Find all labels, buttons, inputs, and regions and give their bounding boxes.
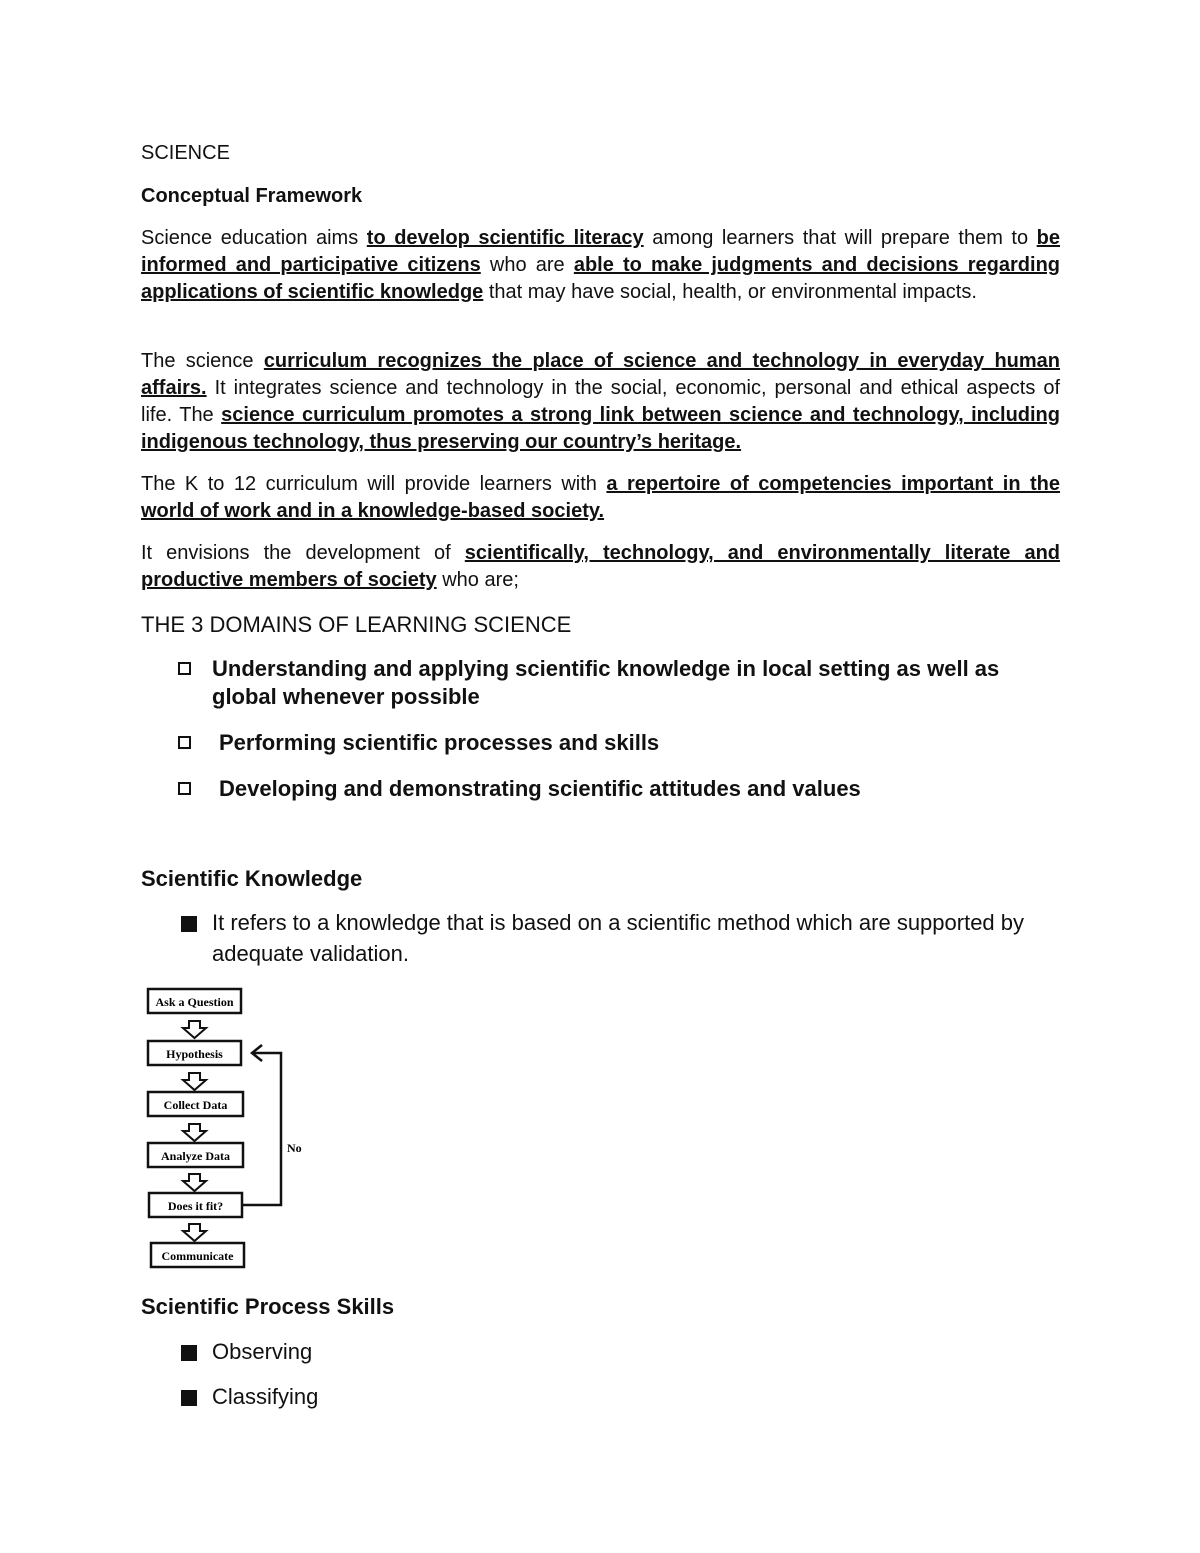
paragraph-2: [141, 348, 1060, 456]
knowledge-bullet: [141, 907, 1060, 969]
square-bullet-icon: [181, 1345, 197, 1361]
p3-text-1: The K to 12 curriculum will provide learners with: [141, 473, 607, 495]
p1-emphasis-3: able to make judgments and decisions regarding applications of scientific knowledge: [141, 254, 1060, 303]
p1-emphasis-1: to develop scientific literacy: [366, 227, 644, 249]
down-arrow-icon: [183, 1174, 206, 1191]
flow-step: [149, 1193, 242, 1217]
flow-step: [151, 1243, 244, 1267]
checkbox-icon: [178, 662, 191, 675]
flow-step-label: Ask a Question: [155, 995, 234, 1009]
p4-text-1: It envisions the development of: [141, 542, 465, 564]
flow-step: [148, 1092, 243, 1116]
process-skills-title: Scientific Process Skills: [141, 1294, 395, 1319]
checkbox-icon: [178, 736, 191, 749]
p2-text-1: The science: [141, 350, 264, 372]
scientific-method-flowchart: [141, 985, 311, 1275]
framework-title: Conceptual Framework: [141, 185, 363, 207]
domain-item-label: Developing and demonstrating scientific attitudes and values: [219, 776, 861, 801]
flow-step-label: Does it fit?: [167, 1199, 224, 1213]
paragraph-3: [141, 471, 1060, 525]
p1-text-1: Science education aims: [141, 227, 367, 249]
p3-emphasis-1: a repertoire of competencies important in the world of work and in a knowledge-based society.: [141, 473, 1061, 522]
flow-step-label: Communicate: [161, 1249, 234, 1263]
paragraph-1: [141, 225, 1060, 306]
process-skill-item: [141, 1381, 318, 1412]
square-bullet-icon: [181, 916, 197, 932]
process-skill-item: [141, 1336, 312, 1367]
flow-loop-label: No: [287, 1141, 302, 1155]
checkbox-icon: [178, 782, 191, 795]
flow-step: [148, 1041, 241, 1065]
feedback-loop-line: [242, 1053, 281, 1205]
knowledge-bullet-text: It refers to a knowledge that is based on a scientific method which are supported by adequate validation.: [212, 910, 1025, 966]
p4-text-2: who are;: [436, 569, 519, 591]
domain-item-label: Performing scientific processes and skills: [219, 730, 660, 755]
flow-step-label: Hypothesis: [166, 1047, 223, 1061]
p4-emphasis-1: scientifically, technology, and environmentally literate and productive members of society: [141, 542, 1061, 591]
down-arrow-icon: [183, 1224, 206, 1241]
flow-step-label: Collect Data: [163, 1098, 228, 1112]
scientific-knowledge-title: Scientific Knowledge: [141, 866, 363, 891]
paragraph-4: [141, 540, 1060, 594]
domain-item-label: Understanding and applying scientific knowledge in local setting as well as global whenever possible: [212, 656, 1000, 709]
domain-item: [141, 775, 1060, 803]
p1-text-3: who are: [480, 254, 574, 276]
process-skill-label: Classifying: [212, 1384, 319, 1409]
p2-emphasis-2: science curriculum promotes a strong link between science and technology, including indigenous technology, thus preserving our country’s heritage.: [141, 404, 1060, 453]
domain-item: [141, 655, 1060, 711]
down-arrow-icon: [183, 1073, 206, 1090]
down-arrow-icon: [183, 1124, 206, 1141]
p1-text-2: among learners that will prepare them to: [643, 227, 1037, 249]
domains-title: THE 3 DOMAINS OF LEARNING SCIENCE: [141, 612, 572, 637]
flow-step: [148, 989, 241, 1013]
flow-step: [148, 1143, 243, 1167]
p2-text-2: It integrates science and technology in the social, economic, personal and ethical aspects of life. The: [141, 377, 1060, 426]
p2-emphasis-1: curriculum recognizes the place of science and technology in everyday human affairs.: [141, 350, 1060, 399]
domains-list: [141, 655, 1060, 803]
p1-emphasis-2: be informed and participative citizens: [141, 227, 1061, 276]
doc-heading: SCIENCE: [141, 142, 230, 164]
domain-item: [141, 729, 1060, 757]
square-bullet-icon: [181, 1390, 197, 1406]
p1-text-4: that may have social, health, or environmental impacts.: [483, 281, 977, 303]
down-arrow-icon: [183, 1021, 206, 1038]
flow-step-label: Analyze Data: [161, 1149, 230, 1163]
process-skill-label: Observing: [212, 1339, 313, 1364]
